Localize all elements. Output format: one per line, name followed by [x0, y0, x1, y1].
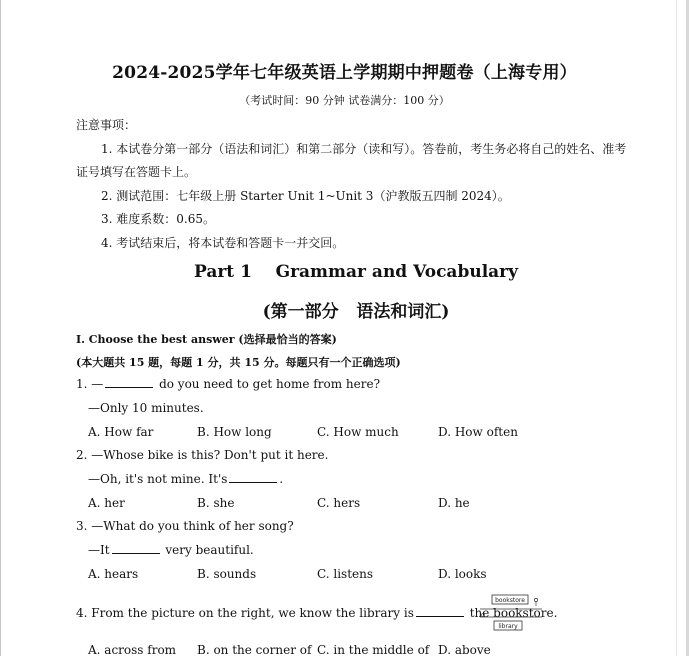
q4-option-b: B. on the corner of [197, 643, 312, 657]
notes-item-4: 4. 考试结束后，将本试卷和答题卡一并交回。 [101, 236, 345, 250]
answer-blank [229, 472, 277, 483]
q1-suffix: do you need to get home from here? [155, 377, 381, 391]
q3-reply-prefix: —It [88, 543, 110, 557]
q4-option-c: C. in the middle of [317, 643, 430, 657]
answer-blank [112, 543, 160, 554]
answer-blank [105, 377, 153, 388]
q1-option-c: C. How much [317, 425, 399, 439]
question-2-stem: 2. —Whose bike is this? Don't put it here. [76, 448, 329, 462]
library-label: library [498, 623, 518, 630]
question-3-stem: 3. —What do you think of her song? [76, 519, 294, 533]
q3-option-c: C. listens [317, 567, 374, 581]
part-title-cn: (第一部分 语法和词汇) [262, 302, 450, 322]
q1-option-d: D. How often [438, 425, 518, 439]
question-1-reply: —Only 10 minutes. [88, 401, 204, 415]
exam-title: 2024-2025学年七年级英语上学期期中押题卷（上海专用） [112, 63, 577, 83]
part-title: Part 1 Grammar and Vocabulary [194, 262, 518, 282]
section-instructions: (本大题共 15 题，每题 1 分，共 15 分。每题只有一个正确选项) [76, 356, 401, 369]
q3-option-b: B. sounds [197, 567, 257, 581]
bookstore-label: bookstore [495, 597, 525, 604]
q1-option-b: B. How long [197, 425, 272, 439]
exam-subtitle: （考试时间：90 分钟 试卷满分：100 分） [239, 94, 450, 107]
q2-reply-prefix: —Oh, it's not mine. It's [88, 472, 228, 486]
q3-reply-suffix: very beautiful. [161, 543, 254, 557]
q4-option-d: D. above [438, 643, 491, 657]
notes-heading: 注意事项： [76, 118, 137, 132]
q2-option-b: B. she [197, 496, 235, 510]
question-3-reply [88, 543, 254, 557]
notes-item-2: 2. 测试范围：七年级上册 Starter Unit 1~Unit 3（沪教版五四制 2024）。 [101, 189, 510, 203]
question-2-reply [88, 472, 283, 486]
q3-option-a: A. hears [88, 567, 139, 581]
section-heading: I. Choose the best answer (选择最恰当的答案) [76, 333, 337, 346]
answer-blank [416, 606, 464, 617]
q4-suffix: the bookstore. [465, 606, 558, 620]
q4-prefix: 4. From the picture on the right, we know the library is [76, 606, 414, 620]
notes-item-1: 1. 本试卷分第一部分（语法和词汇）和第二部分（读和写）。答卷前，考生务必将自己的姓名、准考 [101, 142, 627, 156]
notes-item-1-cont: 证号填写在答题卡上。 [76, 165, 197, 179]
tree-icon [482, 614, 485, 617]
q3-option-d: D. looks [438, 567, 487, 581]
q2-option-c: C. hers [317, 496, 361, 510]
street-map-picture [478, 593, 544, 633]
question-1-stem [76, 377, 380, 391]
q2-option-a: A. her [88, 496, 125, 510]
notes-item-3: 3. 难度系数：0.65。 [101, 212, 215, 226]
q1-option-a: A. How far [88, 425, 154, 439]
q2-option-d: D. he [438, 496, 470, 510]
person-icon [534, 598, 537, 601]
q1-prefix: 1. — [76, 377, 104, 391]
q4-option-a: A. across from [88, 643, 177, 657]
q2-reply-suffix: . [279, 472, 284, 486]
